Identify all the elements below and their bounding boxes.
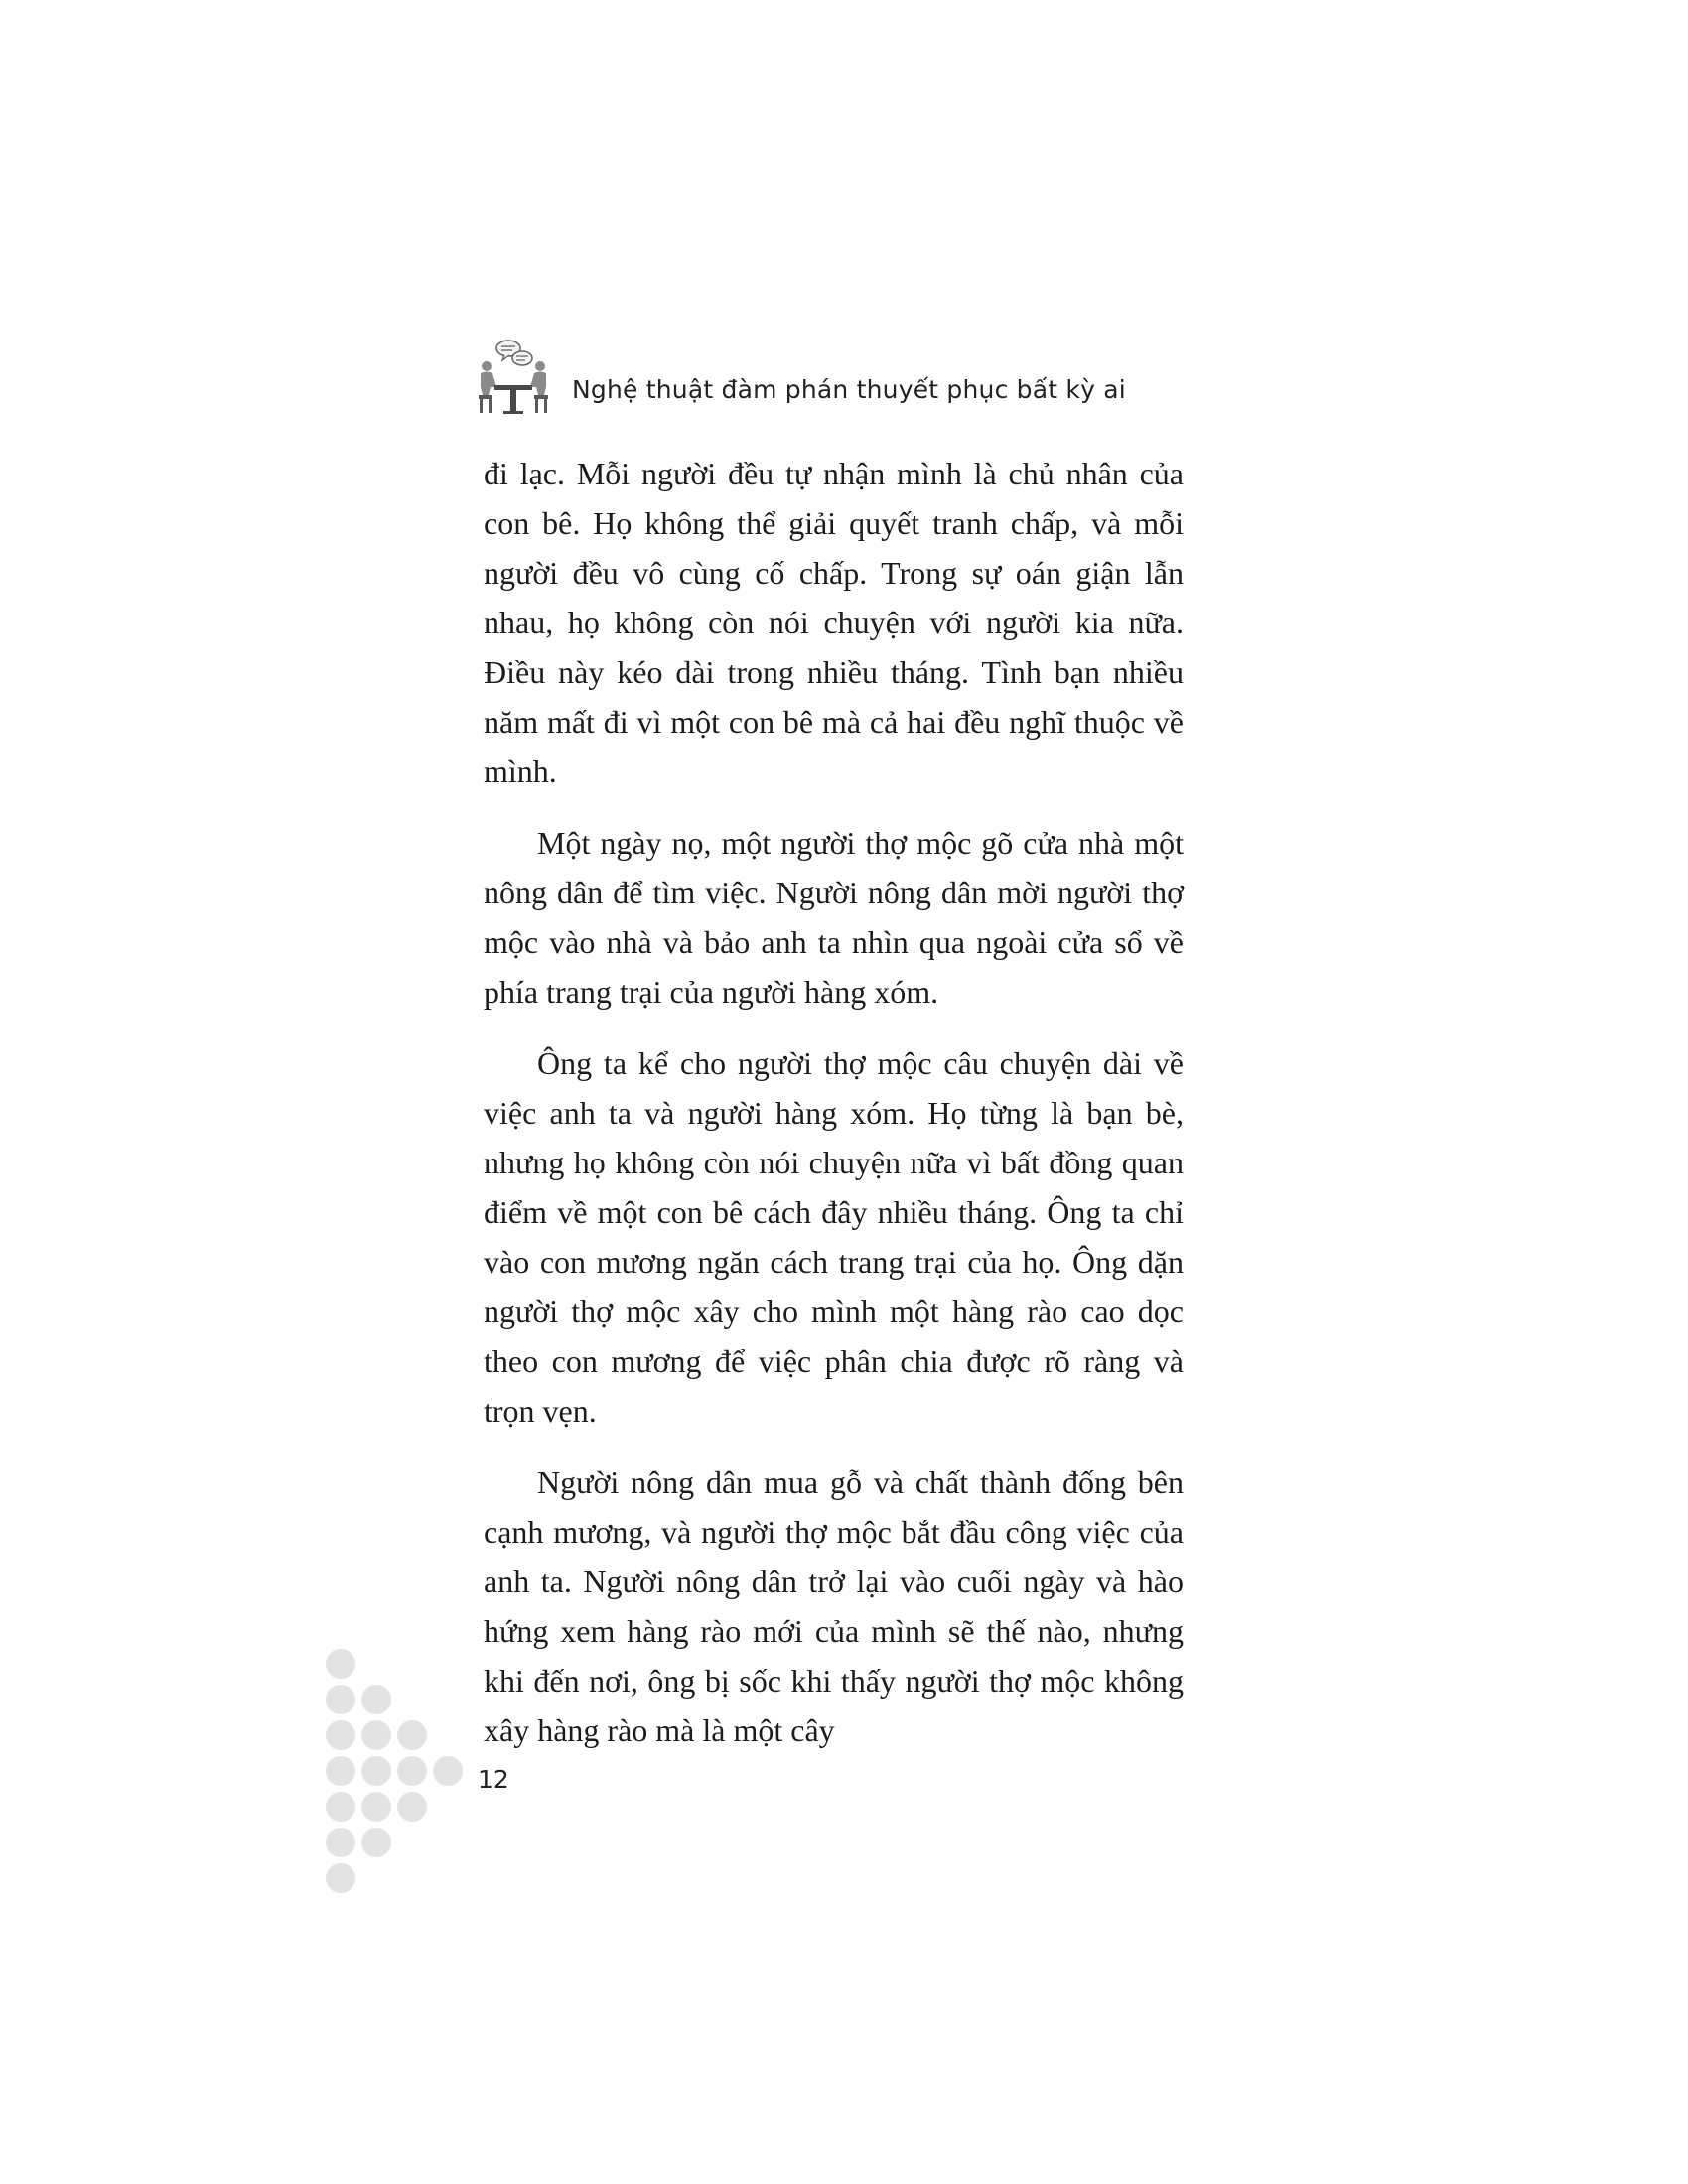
decorative-dot	[397, 1792, 427, 1822]
decorative-dot	[361, 1720, 391, 1750]
decorative-dot	[361, 1756, 391, 1786]
paragraph: đi lạc. Mỗi người đều tự nhận mình là chủ nhân của con bê. Họ không thể giải quyết tranh chấp, và mỗi người đều vô cùng cố chấp. Trong sự oán giận lẫn nhau, họ không còn nói chuyện với người kia nữa. Điều này kéo dài trong nhiều tháng. Tình bạn nhiều năm mất đi vì một con bê mà cả hai đều nghĩ thuộc về mình.	[484, 456, 1184, 789]
negotiation-table-icon	[475, 336, 552, 415]
decorative-dot	[326, 1720, 355, 1750]
paragraph: Người nông dân mua gỗ và chất thành đống bên cạnh mương, và người thợ mộc bắt đầu công việc của anh ta. Người nông dân trở lại vào cuối ngày và hào hứng xem hàng rào mới của mình sẽ thế nào, nhưng khi đến nơi, ông bị sốc khi thấy người thợ mộc không xây hàng rào mà là một cây	[484, 1464, 1184, 1748]
decorative-dot	[361, 1685, 391, 1714]
decorative-dot	[326, 1756, 355, 1786]
decorative-dot	[397, 1720, 427, 1750]
paragraph: Ông ta kể cho người thợ mộc câu chuyện dài về việc anh ta và người hàng xóm. Họ từng là bạn bè, nhưng họ không còn nói chuyện nữa vì bất đồng quan điểm về một con bê cách đây nhiều tháng. Ông ta chỉ vào con mương ngăn cách trang trại của họ. Ông dặn người thợ mộc xây cho mình một hàng rào cao dọc theo con mương để việc phân chia được rõ ràng và trọn vẹn.	[484, 1045, 1184, 1429]
decorative-dot	[361, 1792, 391, 1822]
decorative-dot	[326, 1828, 355, 1857]
running-header-title: Nghệ thuật đàm phán thuyết phục bất kỳ ai	[572, 375, 1126, 404]
decorative-dot	[326, 1792, 355, 1822]
decorative-dot	[326, 1863, 355, 1893]
body-text	[484, 449, 1184, 1777]
decorative-dot	[326, 1685, 355, 1714]
decorative-dot	[433, 1756, 463, 1786]
page-number: 12	[478, 1765, 509, 1794]
decorative-dot	[326, 1649, 355, 1679]
decorative-dot	[361, 1828, 391, 1857]
paragraph: Một ngày nọ, một người thợ mộc gõ cửa nhà một nông dân để tìm việc. Người nông dân mời người thợ mộc vào nhà và bảo anh ta nhìn qua ngoài cửa sổ về phía trang trại của người hàng xóm.	[484, 825, 1184, 1010]
decorative-dot-pattern	[324, 1648, 473, 1906]
running-header	[475, 336, 1190, 415]
decorative-dot	[397, 1756, 427, 1786]
